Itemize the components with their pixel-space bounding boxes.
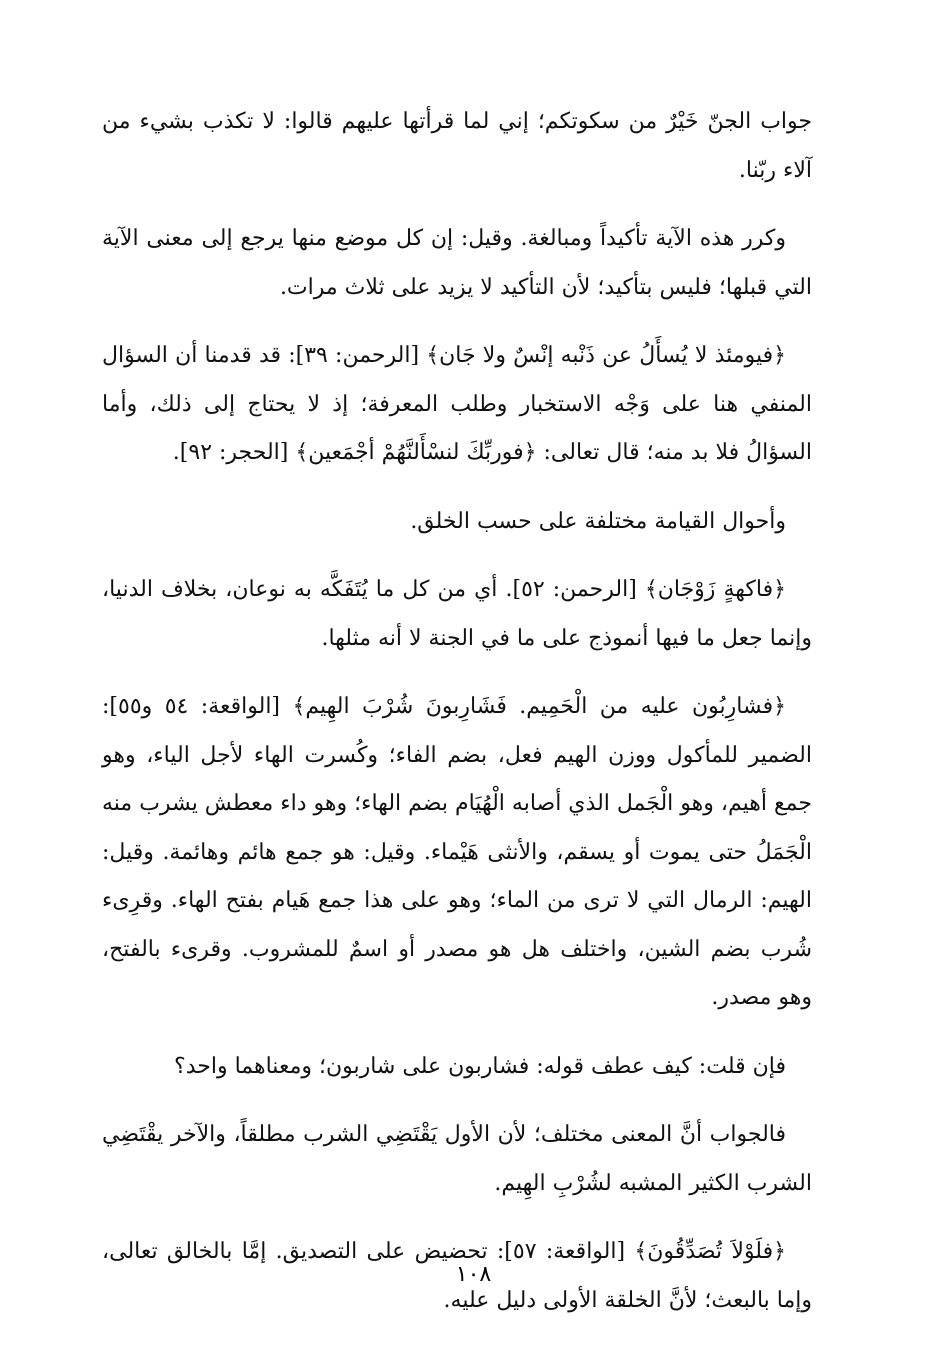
paragraph-text: ﴿فيومئذ لا يُسأَلُ عن ذَنْبه إنْسٌ ولا جَان﴾ [الرحمن: ٣٩]: قد قدمنا أن السؤال المنفي هنا على وَجْه الاستخبار وطلب المعرفة؛ إذ لا يحتاج إلى ذلك، وأما السؤالُ فلا بد منه؛ قال تعالى: ﴿فوربِّكَ لنسْأَلنَّهُمْ أجْمَعين﴾ [الحجر: ٩٢].	[102, 343, 812, 465]
paragraph-text: فإن قلت: كيف عطف قوله: فشاربون على شاربون؛ ومعناهما واحد؟	[174, 1053, 786, 1079]
paragraph-2	[102, 215, 812, 312]
paragraph-text: ﴿فشارِبُون عليه من الْحَمِيم. فَشَارِبونَ شُرْبَ الهِيم﴾ [الواقعة: ٥٤ و٥٥]: الضمير للمأكول ووزن الهيم فعل، بضم الفاء؛ وكُسرت الهاء لأجل الياء، وهو جمع أهيم، وهو الْجَمل الذي أصابه الْهُيَام بضم الهاء؛ وهو داء معطش يشرب منه الْجَمَلُ حتى يموت أو يسقم، والأنثى هَيْماء. وقيل: هو جمع هائم وهائمة. وقيل: الهيم: الرمال التي لا ترى من الماء؛ وهو على هذا جمع هَيام بفتح الهاء. وقرِىء شُرب بضم الشين، واختلف هل هو مصدر أو اسمٌ للمشروب. وقرىء بالفتح، وهو مصدر.	[102, 694, 812, 1010]
paragraph-text: جواب الجنّ خَيْرٌ من سكوتكم؛ إني لما قرأتها عليهم قالوا: لا تكذب بشيء من آلاء ربّنا.	[102, 109, 812, 183]
paragraph-text: فالجواب أنَّ المعنى مختلف؛ لأن الأول يَقْتَضِي الشرب مطلقاً، والآخر يقْتَضِي الشرب الكثير المشبه لشُرْبِ الهِيم.	[102, 1122, 812, 1196]
paragraph-text: وأحوال القيامة مختلفة على حسب الخلق.	[410, 508, 786, 534]
paragraph-text: ﴿فاكهةٍ زَوْجَان﴾ [الرحمن: ٥٢]. أي من كل ما يُتَفَكَّه به نوعان، بخلاف الدنيا، وإنما جعل ما فيها أنموذج على ما في الجنة لا أنه مثلها.	[102, 577, 812, 651]
paragraph-7	[102, 1043, 812, 1092]
paragraph-6	[102, 683, 812, 1023]
page-number: ١٠٨	[455, 1262, 492, 1287]
paragraph-1	[102, 98, 812, 195]
paragraph-3	[102, 332, 812, 478]
paragraph-4	[102, 498, 812, 547]
paragraph-5	[102, 566, 812, 663]
paragraph-text: وكرر هذه الآية تأكيداً ومبالغة. وقيل: إن كل موضع منها يرجع إلى معنى الآية التي قبلها؛ فليس بتأكيد؛ لأن التأكيد لا يزيد على ثلاث مرات.	[102, 226, 812, 300]
paragraph-text: ﴿فلَوْلاَ تُصَدِّقُونَ﴾ [الواقعة: ٥٧]: تحضيض على التصديق. إمَّا بالخالق تعالى، وإما بالبعث؛ لأنَّ الخلقة الأولى دليل عليه.	[102, 1239, 812, 1313]
paragraph-8	[102, 1111, 812, 1208]
